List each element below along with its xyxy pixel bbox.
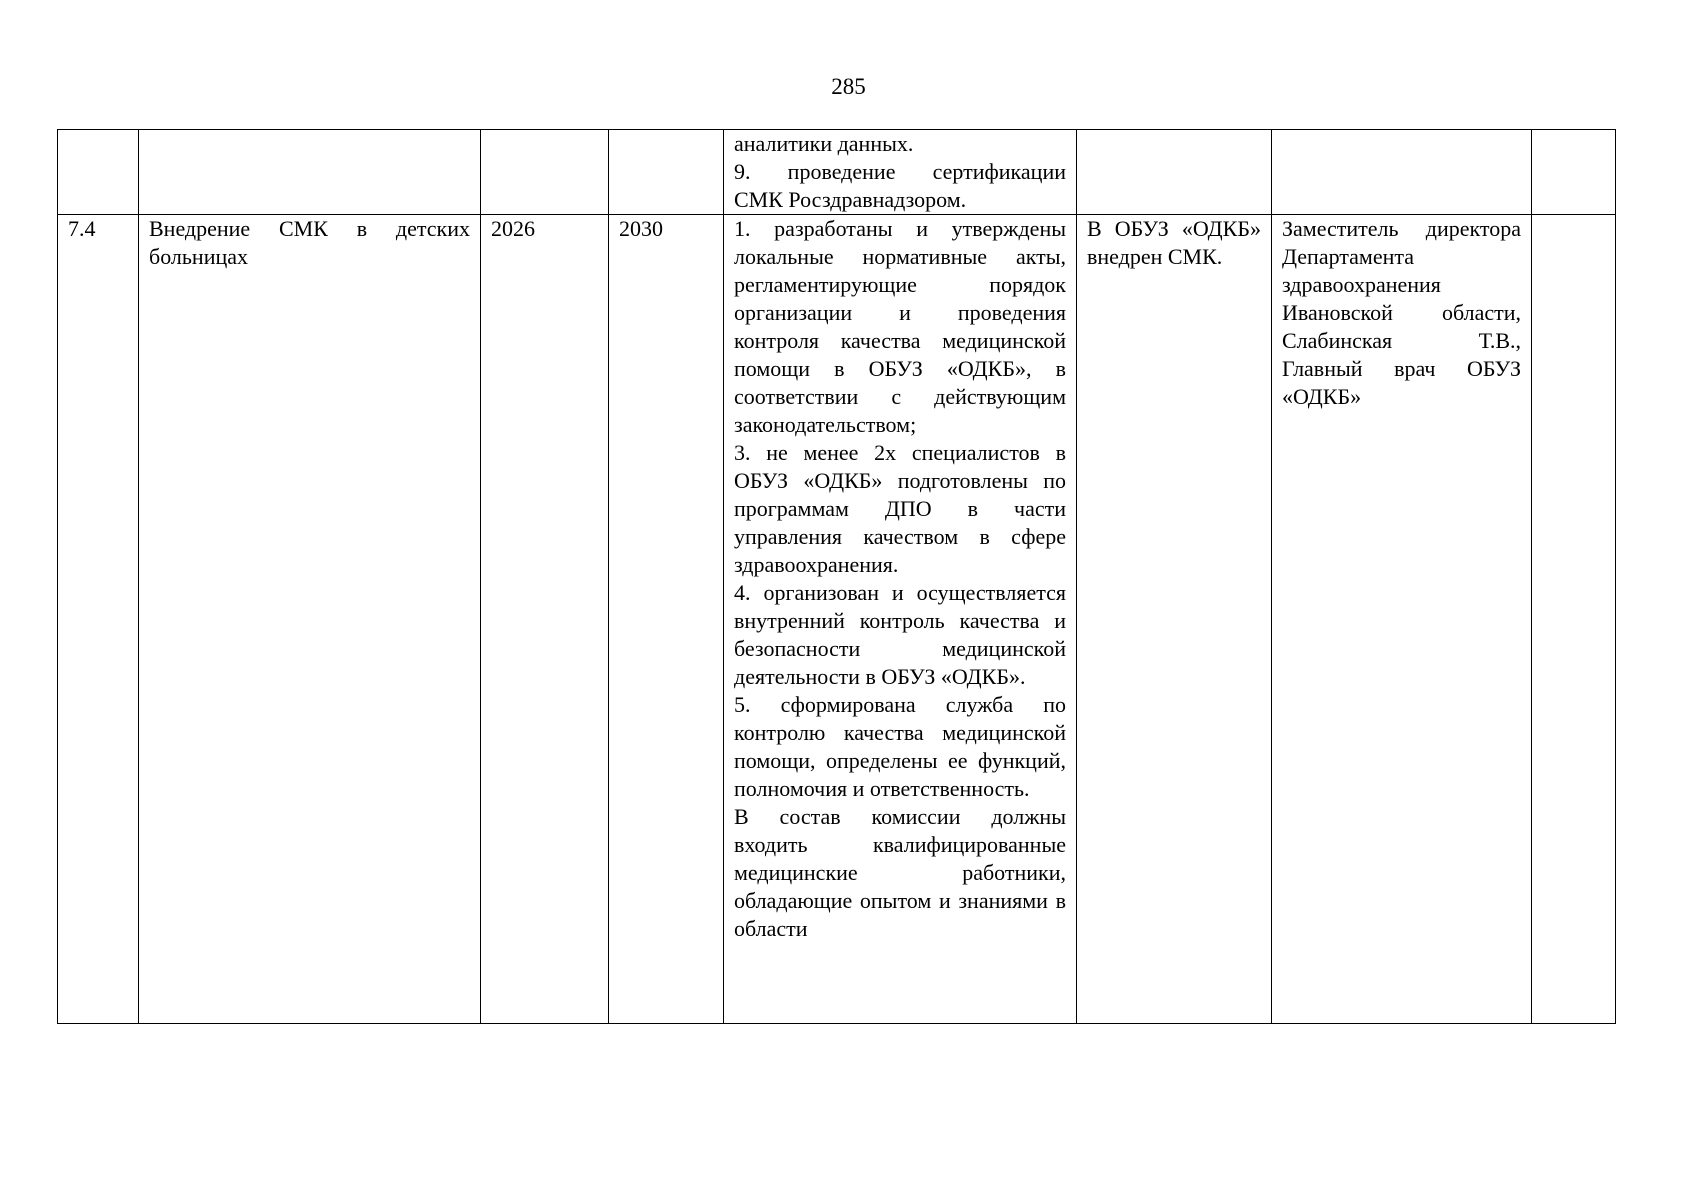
result-paragraph: 5. сформирована служба по контролю качества медицинской помощи, определены ее функций, полномочия и ответственность. xyxy=(734,692,1066,801)
cell-result xyxy=(724,215,1077,1024)
cell-indicator xyxy=(1077,130,1272,215)
table-row xyxy=(58,215,1616,1024)
result-line: СМК Росздравнадзором. xyxy=(734,187,967,212)
cell-end: 2030 xyxy=(609,215,724,1024)
result-paragraph: В состав комиссии должны входить квалифицированные медицинские работники, обладающие опытом и знаниями в области xyxy=(734,804,1066,941)
cell-start xyxy=(481,130,609,215)
page-number: 285 xyxy=(831,74,866,99)
cell-responsible xyxy=(1272,130,1532,215)
cell-responsible: Заместитель директора Департамента здравоохранения Ивановской области, Слабинская Т.В., Главный врач ОБУЗ «ОДКБ» xyxy=(1272,215,1532,1024)
result-paragraph: 3. не менее 2х специалистов в ОБУЗ «ОДКБ» подготовлены по программам ДПО в части управления качеством в сфере здравоохранения. xyxy=(734,440,1066,577)
cell-name: Внедрение СМК в детских больницах xyxy=(139,215,481,1024)
result-paragraph: 1. разработаны и утверждены локальные нормативные акты, регламентирующие порядок организации и проведения контроля качества медицинской помощи в ОБУЗ «ОДКБ», в соответствии с действующим законодательством; xyxy=(734,216,1066,437)
cell-note xyxy=(1532,215,1616,1024)
cell-num xyxy=(58,130,139,215)
plan-table xyxy=(57,129,1616,1024)
result-line: аналитики данных. xyxy=(734,131,914,156)
table-row xyxy=(58,130,1616,215)
cell-note xyxy=(1532,130,1616,215)
result-paragraph: 4. организован и осуществляется внутренний контроль качества и безопасности медицинской деятельности в ОБУЗ «ОДКБ». xyxy=(734,580,1066,689)
cell-num: 7.4 xyxy=(58,215,139,1024)
cell-name xyxy=(139,130,481,215)
cell-indicator: В ОБУЗ «ОДКБ» внедрен СМК. xyxy=(1077,215,1272,1024)
cell-result xyxy=(724,130,1077,215)
cell-start: 2026 xyxy=(481,215,609,1024)
result-line: 9. проведение сертификации xyxy=(734,159,1066,184)
cell-end xyxy=(609,130,724,215)
